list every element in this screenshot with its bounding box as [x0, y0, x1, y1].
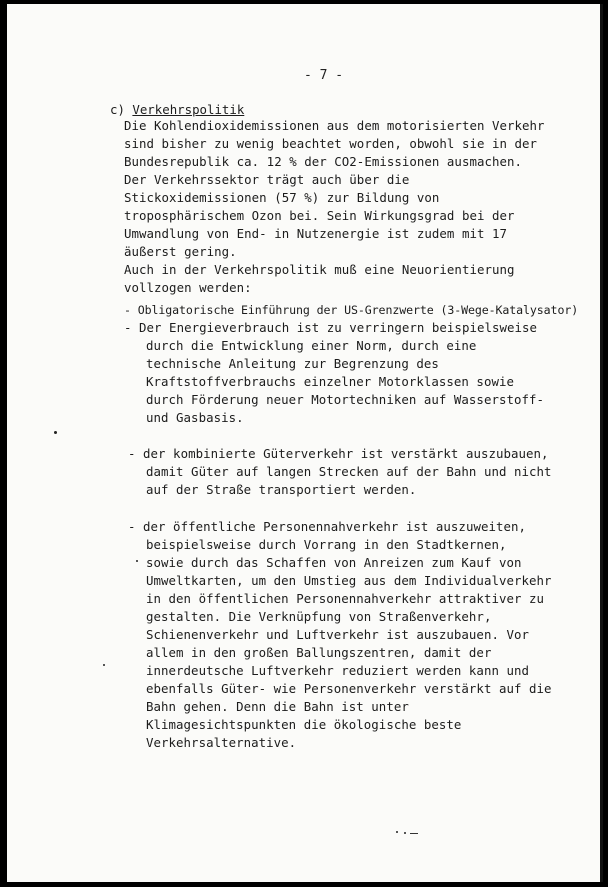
bullet-line: beispielsweise durch Vorrang in den Stadtkernen, [146, 537, 507, 552]
bullet-line: Kraftstoffverbrauchs einzelner Motorklassen sowie [146, 374, 514, 389]
bullet-line: Klimagesichtspunkten die ökologische beste [146, 717, 462, 732]
intro-line: Stickoxidemissionen (57 %) zur Bildung von [124, 190, 440, 205]
bullet-line: durch die Entwicklung einer Norm, durch eine [146, 338, 477, 353]
scan-speck [54, 431, 57, 434]
bullet-line: - der kombinierte Güterverkehr ist verstärkt auszubauen, [128, 446, 549, 461]
intro-line: sind bisher zu wenig beachtet worden, obwohl sie in der [124, 136, 538, 151]
intro-line: Umwandlung von End- in Nutzenergie ist zudem mit 17 [124, 226, 507, 241]
bullet-line: auf der Straße transportiert werden. [146, 482, 417, 497]
bullet-line: Bahn gehen. Denn die Bahn ist unter [146, 699, 409, 714]
intro-line: Die Kohlendioxidemissionen aus dem motorisierten Verkehr [124, 118, 545, 133]
scan-border [600, 4, 603, 882]
bullet-line: - der öffentliche Personennahverkehr ist auszuweiten, [128, 519, 527, 534]
section-label: c) [110, 102, 125, 117]
section-heading [110, 102, 244, 117]
intro-line: äußerst gering. [124, 244, 237, 259]
intro-line: troposphärischem Ozon bei. Sein Wirkungsgrad bei der [124, 208, 515, 223]
bullet-line: Verkehrsalternative. [146, 735, 297, 750]
bullet-line: sowie durch das Schaffen von Anreizen zum Kauf von [146, 555, 522, 570]
bullet-line: allem in den großen Ballungszentren, damit der [146, 645, 492, 660]
bullet-line: und Gasbasis. [146, 410, 244, 425]
scan-speck [396, 831, 398, 833]
page-number: - 7 - [304, 68, 344, 83]
intro-line: Auch in der Verkehrspolitik muß eine Neuorientierung [124, 262, 515, 277]
bullet-line: innerdeutsche Luftverkehr reduziert werden kann und [146, 663, 529, 678]
intro-line: Der Verkehrssektor trägt auch über die [124, 172, 410, 187]
bullet-line: gestalten. Die Verknüpfung von Straßenverkehr, [146, 609, 492, 624]
bullet-line: Schienenverkehr und Luftverkehr ist auszubauen. Vor [146, 627, 529, 642]
bullet-line: Umweltkarten, um den Umstieg aus dem Individualverkehr [146, 573, 552, 588]
bullet-line: - Der Energieverbrauch ist zu verringern beispielsweise [124, 320, 538, 335]
bullet-line: in den öffentlichen Personennahverkehr attraktiver zu [146, 591, 545, 606]
scan-speck [410, 833, 418, 834]
bullet-line: ebenfalls Güter- wie Personenverkehr verstärkt auf die [146, 681, 552, 696]
scan-speck [404, 832, 406, 834]
bullet-line: damit Güter auf langen Strecken auf der Bahn und nicht [146, 464, 552, 479]
bullet-line: durch Förderung neuer Motortechniken auf Wasserstoff- [146, 392, 545, 407]
bullet-line: - Obligatorische Einführung der US-Grenzwerte (3-Wege-Katalysator) [124, 303, 579, 317]
intro-line: Bundesrepublik ca. 12 % der CO2-Emissionen ausmachen. [124, 154, 523, 169]
bullet-line: technische Anleitung zur Begrenzung des [146, 356, 439, 371]
document-page [7, 4, 603, 882]
scan-speck [136, 560, 138, 562]
intro-line: vollzogen werden: [124, 280, 252, 295]
section-title: Verkehrspolitik [132, 102, 245, 117]
scan-speck [103, 664, 105, 666]
